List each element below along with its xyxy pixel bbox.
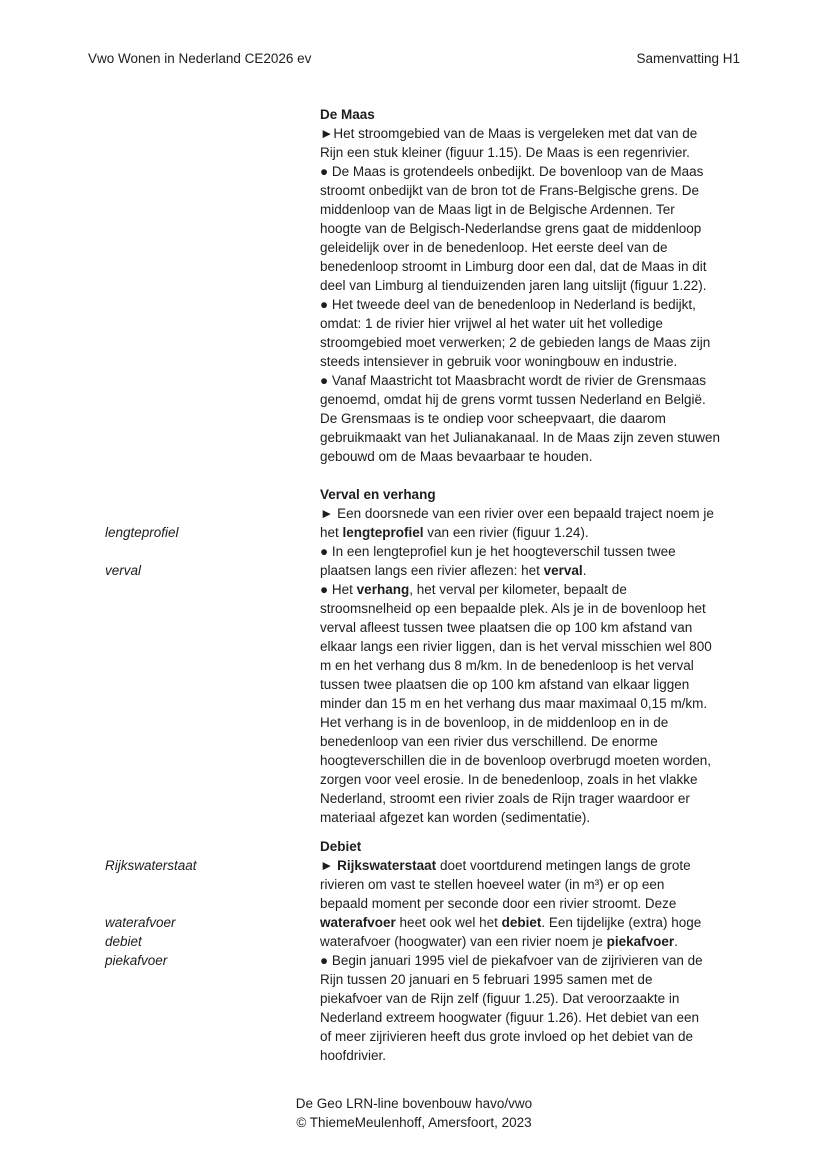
text-line: ● Begin januari 1995 viel de piekafvoer van de zijrivieren van de [320, 953, 703, 968]
text-row [105, 105, 788, 124]
text-row [105, 428, 788, 447]
text-line: ● Het tweede deel van de benedenloop in Nederland is bedijkt, [320, 297, 696, 312]
text-row [105, 485, 788, 504]
text-line: bepaald moment per seconde door een rivier stroomt. Deze [320, 896, 677, 911]
page-header [88, 51, 740, 67]
text-line: benedenloop van een rivier dus verschillend. De enorme [320, 734, 658, 749]
text-row [105, 837, 788, 856]
text-row [105, 314, 788, 333]
text-line: verval afleest tussen twee plaatsen die op 100 km afstand van [320, 620, 693, 635]
text-line: ► Rijkswaterstaat doet voortdurend metingen langs de grote [320, 858, 691, 873]
header-chapter-title: Samenvatting H1 [636, 51, 740, 66]
text-row [105, 352, 788, 371]
text-row [105, 162, 788, 181]
text-row [105, 200, 788, 219]
text-line: Rijn tussen 20 januari en 5 februari 1995 samen met de [320, 972, 653, 987]
text-row [105, 333, 788, 352]
text-line: gebruikmaakt van het Julianakanaal. In de Maas zijn zeven stuwen [320, 430, 720, 445]
text-row [105, 1008, 788, 1027]
text-row [105, 124, 788, 143]
text-row [105, 219, 788, 238]
text-row [105, 409, 788, 428]
text-line: genoemd, omdat hij de grens vormt tussen Nederland en België. [320, 392, 706, 407]
document-body [105, 105, 788, 1065]
text-line: waterafvoer heet ook wel het debiet. Een tijdelijke (extra) hoge [320, 915, 702, 930]
text-row [105, 390, 788, 409]
text-line: steeds intensiever in gebruik voor woningbouw en industrie. [320, 354, 678, 369]
text-row [105, 181, 788, 200]
text-row [105, 894, 788, 913]
text-line: hoogteverschillen die in de bovenloop overbrugd moeten worden, [320, 753, 712, 768]
text-line: stroomgebied moet verwerken; 2 de gebieden langs de Maas zijn [320, 335, 711, 350]
text-row [105, 913, 788, 932]
text-line: plaatsen langs een rivier aflezen: het verval. [320, 563, 587, 578]
text-line: Nederland, stroomt een rivier zoals de Rijn trager waardoor er [320, 791, 690, 806]
text-row [105, 656, 788, 675]
margin-term: verval [105, 563, 142, 578]
header-course-title: Vwo Wonen in Nederland CE2026 ev [88, 51, 312, 66]
text-line: Nederland extreem hoogwater (figuur 1.26). Het debiet van een [320, 1010, 699, 1025]
text-line: of meer zijrivieren heeft dus grote invloed op het debiet van de [320, 1029, 693, 1044]
text-line: hoofdrivier. [320, 1048, 387, 1063]
text-row [105, 143, 788, 162]
margin-term: piekafvoer [105, 953, 168, 968]
text-line: waterafvoer (hoogwater) van een rivier noem je piekafvoer. [320, 934, 678, 949]
text-row [105, 970, 788, 989]
text-row [105, 580, 788, 599]
section [105, 105, 788, 466]
text-line: minder dan 15 m en het verhang dus maar maximaal 0,15 m/km. [320, 696, 708, 711]
section [105, 837, 788, 1065]
text-row [105, 257, 788, 276]
margin-term: waterafvoer [105, 915, 176, 930]
text-row [105, 276, 788, 295]
text-line: materiaal afgezet kan worden (sedimentatie). [320, 810, 591, 825]
text-line: Rijn een stuk kleiner (figuur 1.15). De Maas is een regenrivier. [320, 145, 690, 160]
margin-term: Rijkswaterstaat [105, 858, 197, 873]
text-row [105, 504, 788, 523]
footer-series-title: De Geo LRN-line bovenbouw havo/vwo [295, 1096, 533, 1111]
margin-term: debiet [105, 934, 142, 949]
text-line: benedenloop stroomt in Limburg door een dal, dat de Maas in dit [320, 259, 707, 274]
text-line: zorgen voor veel erosie. In de benedenloop, zoals in het vlakke [320, 772, 698, 787]
text-row [105, 932, 788, 951]
text-line: het lengteprofiel van een rivier (figuur 1.24). [320, 525, 589, 540]
text-row [105, 856, 788, 875]
text-row [105, 542, 788, 561]
text-row [105, 447, 788, 466]
footer-copyright: © ThiemeMeulenhoff, Amersfoort, 2023 [296, 1115, 532, 1130]
text-row [105, 732, 788, 751]
section [105, 485, 788, 827]
text-line: ►Het stroomgebied van de Maas is vergeleken met dat van de [320, 126, 698, 141]
text-row [105, 1027, 788, 1046]
text-row [105, 295, 788, 314]
text-line: m en het verhang dus 8 m/km. In de benedenloop is het verval [320, 658, 694, 673]
text-line: ● In een lengteprofiel kun je het hoogteverschil tussen twee [320, 544, 676, 559]
text-line: deel van Limburg al tienduizenden jaren lang uitslijt (figuur 1.22). [320, 278, 707, 293]
text-row [105, 713, 788, 732]
text-line: hoogte van de Belgisch-Nederlandse grens gaat de middenloop [320, 221, 702, 236]
text-row [105, 808, 788, 827]
text-row [105, 789, 788, 808]
text-line: stroomsnelheid op een bepaalde plek. Als je in de bovenloop het [320, 601, 706, 616]
text-row [105, 875, 788, 894]
text-row [105, 523, 788, 542]
text-line: elkaar langs een rivier liggen, dan is het verval misschien wel 800 [320, 639, 712, 654]
section-heading: Verval en verhang [320, 487, 436, 502]
text-line: ► Een doorsnede van een rivier over een bepaald traject noem je [320, 506, 714, 521]
text-line: omdat: 1 de rivier hier vrijwel al het water uit het volledige [320, 316, 663, 331]
text-row [105, 694, 788, 713]
text-line: Het verhang is in de bovenloop, in de middenloop en in de [320, 715, 669, 730]
text-row [105, 1046, 788, 1065]
text-line: geleidelijk over in de benedenloop. Het eerste deel van de [320, 240, 668, 255]
text-row [105, 637, 788, 656]
section-heading: Debiet [320, 839, 362, 854]
section-heading: De Maas [320, 107, 375, 122]
text-row [105, 989, 788, 1008]
text-line: ● Het verhang, het verval per kilometer, bepaalt de [320, 582, 627, 597]
text-line: gebouwd om de Maas bevaarbaar te houden. [320, 449, 593, 464]
text-line: ● Vanaf Maastricht tot Maasbracht wordt de rivier de Grensmaas [320, 373, 707, 388]
text-line: ● De Maas is grotendeels onbedijkt. De bovenloop van de Maas [320, 164, 704, 179]
text-line: stroomt onbedijkt van de bron tot de Frans-Belgische grens. De [320, 183, 699, 198]
text-row [105, 561, 788, 580]
text-row [105, 770, 788, 789]
page-footer [0, 1094, 828, 1132]
text-row [105, 371, 788, 390]
text-row [105, 751, 788, 770]
text-line: De Grensmaas is te ondiep voor scheepvaart, die daarom [320, 411, 666, 426]
text-line: piekafvoer van de Rijn zelf (figuur 1.25). Dat veroorzaakte in [320, 991, 680, 1006]
text-row [105, 238, 788, 257]
text-row [105, 618, 788, 637]
text-line: middenloop van de Maas ligt in de Belgische Ardennen. Ter [320, 202, 675, 217]
text-row [105, 951, 788, 970]
text-line: tussen twee plaatsen die op 100 km afstand van elkaar liggen [320, 677, 690, 692]
text-row [105, 599, 788, 618]
text-line: rivieren om vast te stellen hoeveel water (in m³) er op een [320, 877, 665, 892]
text-row [105, 675, 788, 694]
margin-term: lengteprofiel [105, 525, 179, 540]
